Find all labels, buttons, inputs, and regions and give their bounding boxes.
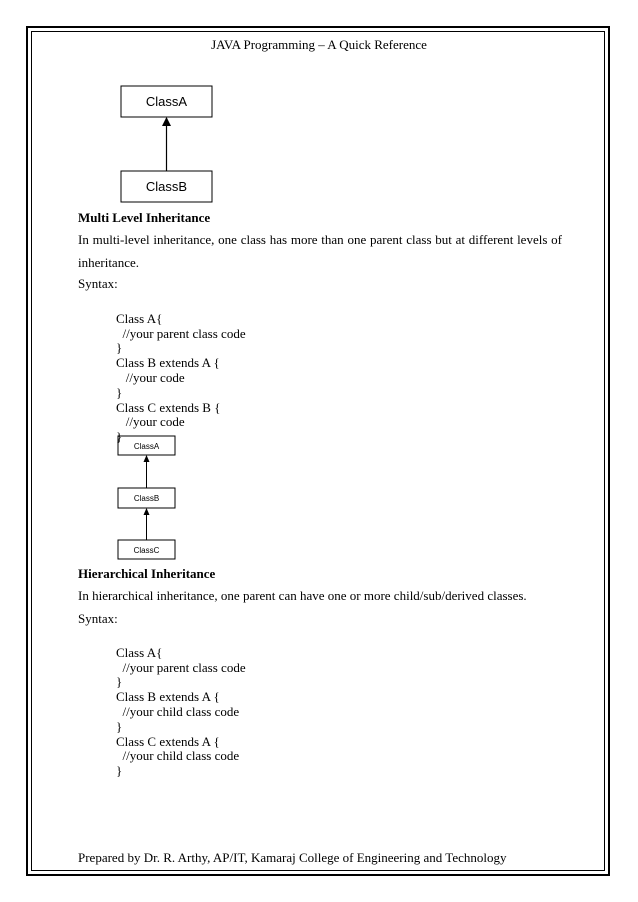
code-line: Class B extends A { [116, 355, 220, 371]
section-heading-hierarchical: Hierarchical Inheritance [78, 566, 216, 581]
syntax-label: Syntax: [78, 611, 118, 626]
code-line: } [116, 674, 123, 690]
page-footer: Prepared by Dr. R. Arthy, AP/IT, Kamaraj College of Engineering and Technology [78, 850, 507, 865]
code-line: //your parent class code [116, 659, 246, 675]
arrow-head [162, 117, 171, 126]
code-line: //your child class code [116, 703, 240, 719]
description-hierarchical: In hierarchical inheritance, one parent can have one or more child/sub/derived classes. [78, 588, 527, 603]
code-line: } [116, 384, 123, 400]
page-header: JAVA Programming – A Quick Reference [211, 37, 427, 52]
code-line: //your parent class code [116, 325, 246, 341]
code-line: Class A{ [116, 310, 163, 326]
classb-label: ClassB [145, 179, 188, 194]
code-line: Class B extends A { [116, 689, 220, 705]
code-line: } [116, 340, 123, 356]
code-line: //your code [116, 414, 185, 430]
code-line: Class C extends A { [116, 733, 220, 749]
code-line: //your code [116, 369, 185, 385]
code-line: } [116, 718, 123, 734]
arrow-head [144, 508, 150, 515]
classc-label: ClassC [133, 546, 160, 555]
syntax-label: Syntax: [78, 276, 118, 291]
section-heading-multilevel: Multi Level Inheritance [78, 210, 211, 225]
code-line: //your child class code [116, 748, 240, 764]
classa-label: ClassA [145, 94, 188, 109]
code-line: Class C extends B { [116, 399, 221, 415]
code-block-hierarchical [116, 631, 246, 794]
diagram-single-inheritance [121, 86, 212, 202]
classb-label: ClassB [133, 494, 160, 503]
code-line: Class A{ [116, 644, 163, 660]
code-line: } [116, 763, 123, 779]
classa-label: ClassA [133, 442, 160, 451]
code-line: } [116, 429, 123, 445]
description-multilevel: In multi-level inheritance, one class has more than one parent class but at different levels of inheritance. [78, 232, 562, 270]
code-block-multilevel [116, 297, 246, 460]
